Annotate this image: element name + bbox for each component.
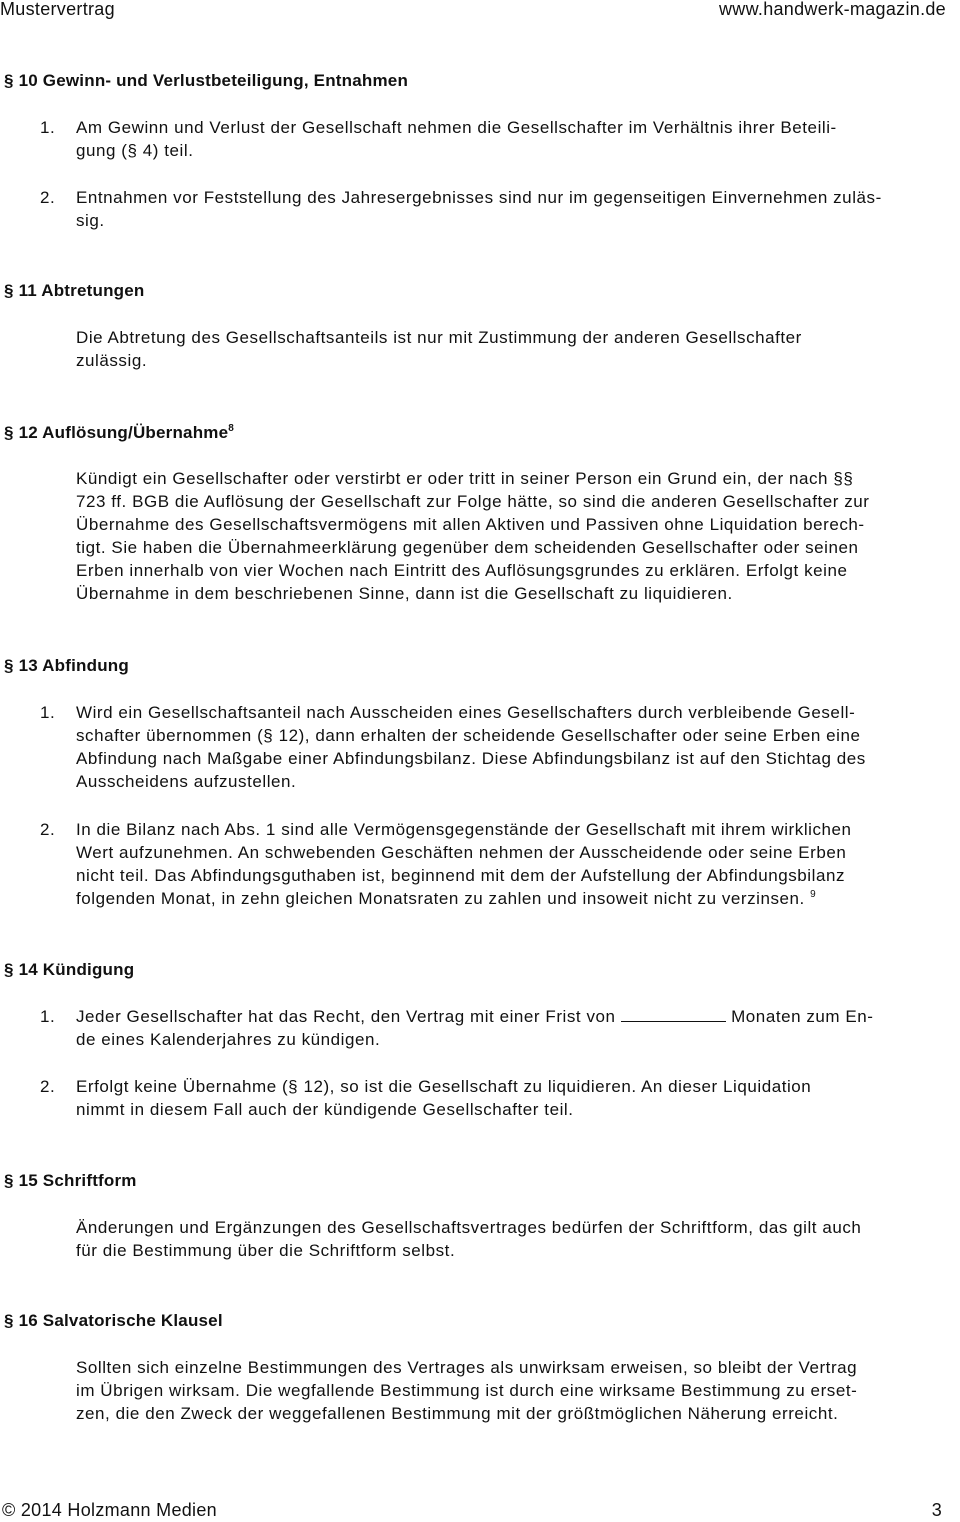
line-text: Jeder Gesellschafter hat das Recht, den Vertrag mit einer Frist von bbox=[76, 1007, 616, 1026]
text-line: 723 ff. BGB die Auflösung der Gesellschaft zur Folge hätte, so sind die anderen Gesellschafter zur bbox=[76, 492, 870, 511]
text-line: schafter übernommen (§ 12), dann erhalten der scheidende Gesellschafter oder seine Erben eine bbox=[76, 726, 861, 745]
text-line: Wert aufzunehmen. An schwebenden Geschäften nehmen der Ausscheidende oder seine Erben bbox=[76, 843, 847, 862]
text-line: sig. bbox=[76, 211, 105, 230]
section-14-heading: § 14 Kündigung bbox=[4, 960, 135, 979]
section-15-text bbox=[76, 1216, 861, 1262]
blank-fill-in-field[interactable] bbox=[621, 1006, 726, 1022]
item-number: 2. bbox=[40, 188, 56, 207]
text-line: Entnahmen vor Feststellung des Jahresergebnisses sind nur im gegenseitigen Einvernehmen zuläs- bbox=[76, 188, 882, 207]
footer-copyright: © 2014 Holzmann Medien bbox=[2, 1500, 217, 1520]
item-number: 1. bbox=[40, 118, 56, 137]
text-line: tigt. Sie haben die Übernahmeerklärung gegenüber dem scheidenden Gesellschafter oder seinen bbox=[76, 538, 859, 557]
text-line: Sollten sich einzelne Bestimmungen des Vertrages als unwirksam erweisen, so bleibt der Vertrag bbox=[76, 1358, 858, 1377]
section-10-item-1 bbox=[76, 116, 837, 162]
item-number: 2. bbox=[40, 820, 56, 839]
section-11-text bbox=[76, 326, 802, 372]
text-line: In die Bilanz nach Abs. 1 sind alle Vermögensgegenstände der Gesellschaft mit ihrem wirklichen bbox=[76, 820, 852, 839]
header-title: Mustervertrag bbox=[0, 0, 115, 19]
text-line: Abfindung nach Maßgabe einer Abfindungsbilanz. Diese Abfindungsbilanz ist auf den Stichtag des bbox=[76, 749, 866, 768]
footnote-marker: 8 bbox=[228, 423, 235, 434]
text-line: Erfolgt keine Übernahme (§ 12), so ist die Gesellschaft zu liquidieren. An dieser Liquidation bbox=[76, 1077, 812, 1096]
footnote-marker: 9 bbox=[810, 889, 817, 900]
section-12-text bbox=[76, 467, 870, 605]
item-number: 1. bbox=[40, 703, 56, 722]
text-line bbox=[76, 1005, 874, 1028]
text-line: nicht teil. Das Abfindungsguthaben ist, beginnend mit dem der Aufstellung der Abfindungsbilanz bbox=[76, 866, 846, 885]
text-line: Übernahme des Gesellschaftsvermögens mit allen Aktiven und Passiven ohne Liquidation berech- bbox=[76, 515, 865, 534]
section-11-heading: § 11 Abtretungen bbox=[4, 281, 145, 300]
text-line: Die Abtretung des Gesellschaftsanteils ist nur mit Zustimmung der anderen Gesellschafter bbox=[76, 328, 802, 347]
section-12-heading bbox=[4, 421, 234, 444]
section-14-item-2 bbox=[76, 1075, 811, 1121]
text-line: Änderungen und Ergänzungen des Gesellschaftsvertrages bedürfen der Schriftform, das gilt auch bbox=[76, 1218, 862, 1237]
text-line: zulässig. bbox=[76, 351, 148, 370]
text-line: Ausscheidens aufzustellen. bbox=[76, 772, 297, 791]
section-16-heading: § 16 Salvatorische Klausel bbox=[4, 1311, 223, 1330]
section-14-item-1 bbox=[76, 1005, 874, 1051]
page-number: 3 bbox=[931, 1500, 942, 1520]
item-number: 1. bbox=[40, 1007, 56, 1026]
section-15-heading: § 15 Schriftform bbox=[4, 1171, 137, 1190]
text-line: Wird ein Gesellschaftsanteil nach Ausscheiden eines Gesellschafters durch verbleibende Gesell- bbox=[76, 703, 856, 722]
text-line: für die Bestimmung über die Schriftform selbst. bbox=[76, 1241, 456, 1260]
section-13-item-2 bbox=[76, 818, 852, 910]
heading-text: § 12 Auflösung/Übernahme bbox=[4, 423, 229, 442]
section-10-item-2 bbox=[76, 186, 882, 232]
section-10-heading: § 10 Gewinn- und Verlustbeteiligung, Entnahmen bbox=[4, 71, 409, 90]
text-line: nimmt in diesem Fall auch der kündigende Gesellschafter teil. bbox=[76, 1100, 574, 1119]
text-line: Erben innerhalb von vier Wochen nach Eintritt des Auflösungsgrundes zu erklären. Erfolgt keine bbox=[76, 561, 848, 580]
text-line: gung (§ 4) teil. bbox=[76, 141, 194, 160]
line-text: folgenden Monat, in zehn gleichen Monatsraten zu zahlen und insoweit nicht zu verzinsen. bbox=[76, 889, 805, 908]
item-number: 2. bbox=[40, 1077, 56, 1096]
section-13-item-1 bbox=[76, 701, 866, 793]
text-line: zen, die den Zweck der weggefallenen Bestimmung mit der größtmöglichen Näherung erreicht. bbox=[76, 1404, 839, 1423]
section-13-heading: § 13 Abfindung bbox=[4, 656, 129, 675]
text-line: Kündigt ein Gesellschafter oder verstirbt er oder tritt in seiner Person ein Grund ein, der nach §§ bbox=[76, 469, 854, 488]
line-text: Monaten zum En- bbox=[731, 1007, 874, 1026]
text-line: de eines Kalenderjahres zu kündigen. bbox=[76, 1030, 381, 1049]
text-line: Am Gewinn und Verlust der Gesellschaft nehmen die Gesellschafter im Verhältnis ihrer Beteili- bbox=[76, 118, 837, 137]
text-line bbox=[76, 887, 852, 910]
text-line: Übernahme in dem beschriebenen Sinne, dann ist die Gesellschaft zu liquidieren. bbox=[76, 584, 733, 603]
section-16-text bbox=[76, 1356, 857, 1425]
text-line: im Übrigen wirksam. Die wegfallende Bestimmung ist durch eine wirksame Bestimmung zu erset- bbox=[76, 1381, 858, 1400]
header-url: www.handwerk-magazin.de bbox=[718, 0, 946, 19]
